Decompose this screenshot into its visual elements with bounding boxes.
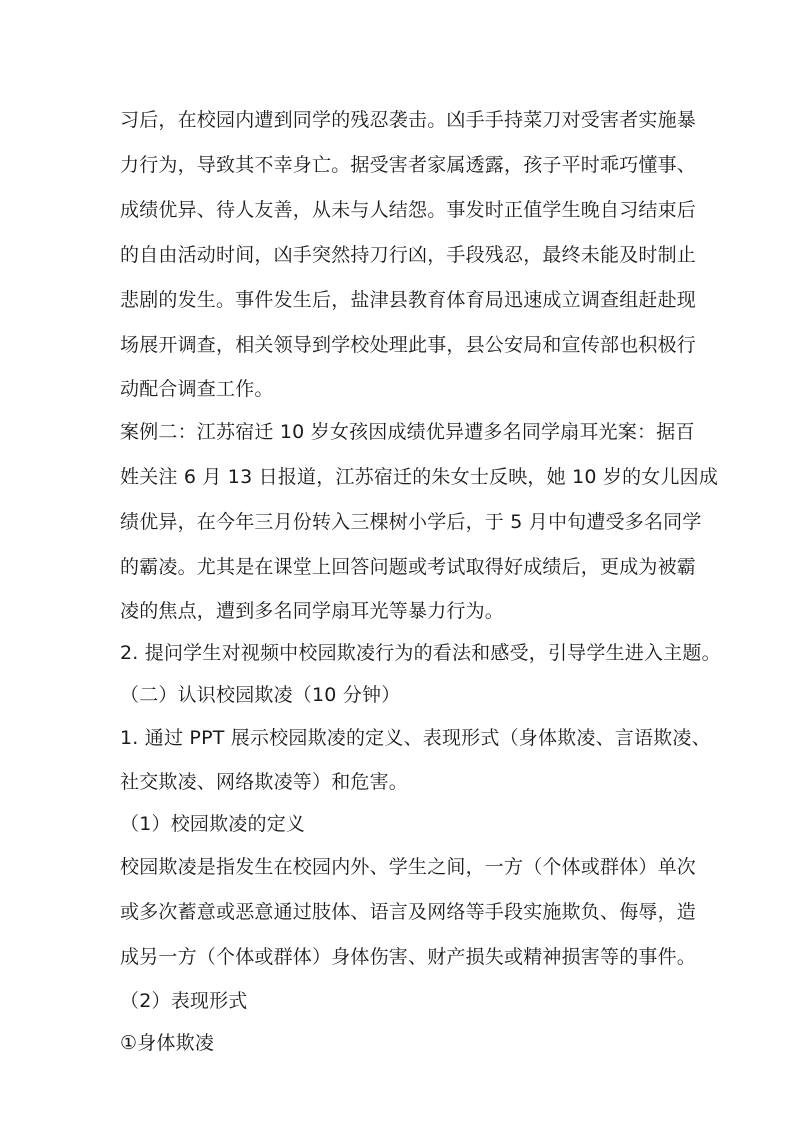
subsection-heading: （1）校园欺凌的定义 xyxy=(120,813,306,835)
section-heading: （二）认识校园欺凌（10 分钟） xyxy=(120,684,401,706)
paragraph-line: 成绩优异、待人友善，从未与人结怨。事发时正值学生晚自习结束后 xyxy=(120,199,697,221)
step-item: 2. 提问学生对视频中校园欺凌行为的看法和感受，引导学生进入主题。 xyxy=(120,642,721,664)
paragraph-line: 绩优异，在今年三月份转入三棵树小学后，于 5 月中旬遭受多名同学 xyxy=(120,511,702,533)
subsection-heading: （2）表现形式 xyxy=(120,990,248,1012)
case-two-line: 案例二：江苏宿迁 10 岁女孩因成绩优异遭多名同学扇耳光案：据百 xyxy=(120,421,695,443)
document-body xyxy=(120,98,721,1064)
definition-line: 校园欺凌是指发生在校园内外、学生之间，一方（个体或群体）单次 xyxy=(120,856,697,878)
paragraph-line: 姓关注 6 月 13 日报道，江苏宿迁的朱女士反映，她 10 岁的女儿因成 xyxy=(120,466,719,488)
paragraph-line: 动配合调查工作。 xyxy=(120,378,274,400)
list-item: ①身体欺凌 xyxy=(120,1032,215,1054)
paragraph-line: 的自由活动时间，凶手突然持刀行凶，手段残忍，最终未能及时制止 xyxy=(120,244,697,266)
paragraph-line: 场展开调查，相关领导到学校处理此事，县公安局和宣传部也积极行 xyxy=(120,334,697,356)
paragraph-line: 凌的焦点，遭到多名同学扇耳光等暴力行为。 xyxy=(120,600,505,622)
step-item: 1. 通过 PPT 展示校园欺凌的定义、表现形式（身体欺凌、言语欺凌、 xyxy=(120,727,711,749)
definition-line: 或多次蓄意或恶意通过肢体、语言及网络等手段实施欺负、侮辱，造 xyxy=(120,901,697,923)
definition-line: 成另一方（个体或群体）身体伤害、财产损失或精神损害等的事件。 xyxy=(120,946,697,968)
paragraph-line: 的霸凌。尤其是在课堂上回答问题或考试取得好成绩后，更成为被霸 xyxy=(120,556,697,578)
paragraph-line: 习后，在校园内遭到同学的残忍袭击。凶手手持菜刀对受害者实施暴 xyxy=(120,109,697,131)
paragraph-line: 力行为，导致其不幸身亡。据受害者家属透露，孩子平时乖巧懂事、 xyxy=(120,154,697,176)
paragraph-line: 悲剧的发生。事件发生后，盐津县教育体育局迅速成立调查组赶赴现 xyxy=(120,289,697,311)
paragraph-line: 社交欺凌、网络欺凌等）和危害。 xyxy=(120,771,409,793)
